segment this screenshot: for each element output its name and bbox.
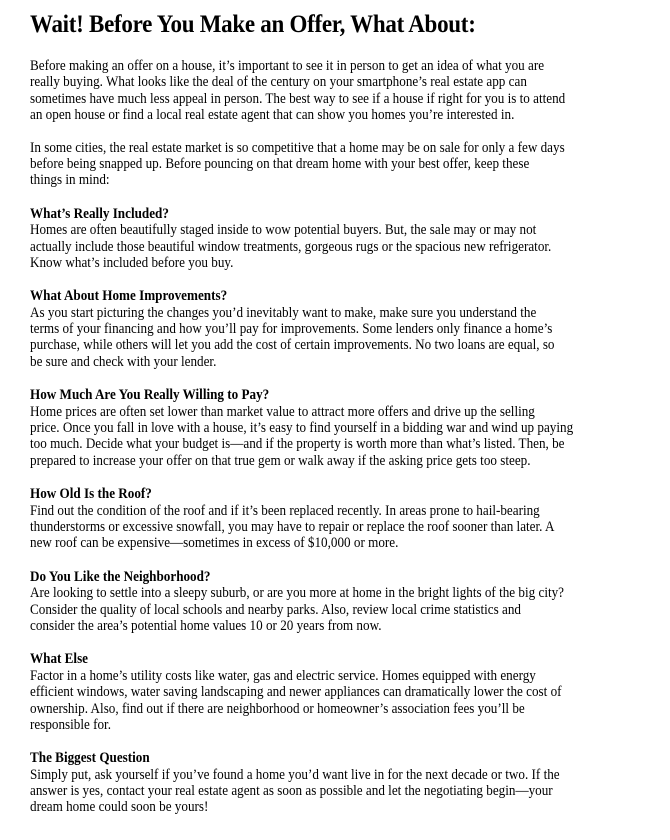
text-line: before being snapped up. Before pouncing on that dream home with your best offer, keep these (30, 155, 530, 172)
section-what-else (30, 651, 670, 733)
text-line: things in mind: (30, 172, 110, 189)
section-heading: What’s Really Included? (30, 205, 169, 222)
text-line: responsible for. (30, 716, 111, 733)
text-line: purchase, while others will let you add the cost of certain improvements. No two loans are equal, so (30, 337, 555, 354)
text-line: efficient windows, water saving landscaping and newer appliances can dramatically lower the cost of (30, 684, 562, 701)
section-heading: How Much Are You Really Willing to Pay? (30, 387, 270, 404)
text-line: price. Once you fall in love with a house, it’s easy to find yourself in a bidding war and wind up paying (30, 420, 574, 437)
section-heading: The Biggest Question (30, 750, 150, 767)
text-line: Before making an offer on a house, it’s important to see it in person to get an idea of what you are (30, 58, 545, 74)
intro-paragraph-2 (30, 140, 670, 189)
section-heading: How Old Is the Roof? (30, 486, 152, 503)
text-line: dream home could soon be yours! (30, 799, 209, 816)
text-line: Know what’s included before you buy. (30, 254, 234, 271)
text-line: thunderstorms or excessive snowfall, you may have to repair or replace the roof sooner than later. A (30, 518, 555, 535)
section-biggest-question (30, 750, 670, 816)
text-line: answer is yes, contact your real estate agent as soon as possible and let the negotiating begin—your (30, 783, 553, 800)
document-title: Wait! Before You Make an Offer, What About: (30, 11, 476, 38)
text-line: actually include those beautiful window treatments, gorgeous rugs or the spacious new refrigerator. (30, 238, 552, 255)
text-line: really buying. What looks like the deal of the century on your smartphone’s real estate app can (30, 74, 527, 91)
text-line: new roof can be expensive—sometimes in excess of $10,000 or more. (30, 535, 399, 552)
text-line: be sure and check with your lender. (30, 353, 217, 370)
section-heading: Do You Like the Neighborhood? (30, 568, 211, 585)
section-roof-age (30, 486, 670, 552)
section-heading: What About Home Improvements? (30, 288, 228, 305)
text-line: Homes are often beautifully staged inside to wow potential buyers. But, the sale may or may not (30, 222, 537, 239)
section-heading: What Else (30, 651, 89, 668)
intro-paragraph-1 (30, 58, 670, 124)
text-line: Simply put, ask yourself if you’ve found a home you’d want live in for the next decade or two. If the (30, 766, 560, 783)
text-line: Find out the condition of the roof and if it’s been replaced recently. In areas prone to hail-bearing (30, 502, 540, 519)
text-line: Consider the quality of local schools and nearby parks. Also, review local crime statistics and (30, 601, 521, 618)
section-willing-to-pay (30, 387, 670, 469)
text-line: Home prices are often set lower than market value to attract more offers and drive up the selling (30, 403, 535, 420)
text-line: In some cities, the real estate market is so competitive that a home may be on sale for only a few days (30, 139, 565, 156)
text-line: terms of your financing and how you’ll pay for improvements. Some lenders only finance a home’s (30, 321, 553, 338)
text-line: ownership. Also, find out if there are neighborhood or homeowner’s association fees you’ll be (30, 700, 525, 717)
text-line: As you start picturing the changes you’d inevitably want to make, make sure you understand the (30, 304, 537, 321)
text-line: prepared to increase your offer on that true gem or walk away if the asking price gets too steep. (30, 452, 531, 469)
document-page (30, 10, 670, 833)
text-line: an open house or find a local real estate agent that can show you homes you’re interested in. (30, 107, 515, 124)
text-line: Are looking to settle into a sleepy suburb, or are you more at home in the bright lights of the big city? (30, 585, 565, 602)
text-line: too much. Decide what your budget is—and if the property is worth more than what’s listed. Then, be (30, 436, 565, 453)
section-whats-included (30, 206, 670, 272)
text-line: sometimes have much less appeal in person. The best way to see if a house if right for you is to attend (30, 90, 566, 107)
section-home-improvements (30, 288, 670, 370)
text-line: consider the area’s potential home values 10 or 20 years from now. (30, 617, 382, 634)
text-line: Factor in a home’s utility costs like water, gas and electric service. Homes equipped with energy (30, 667, 536, 684)
section-neighborhood (30, 569, 670, 635)
